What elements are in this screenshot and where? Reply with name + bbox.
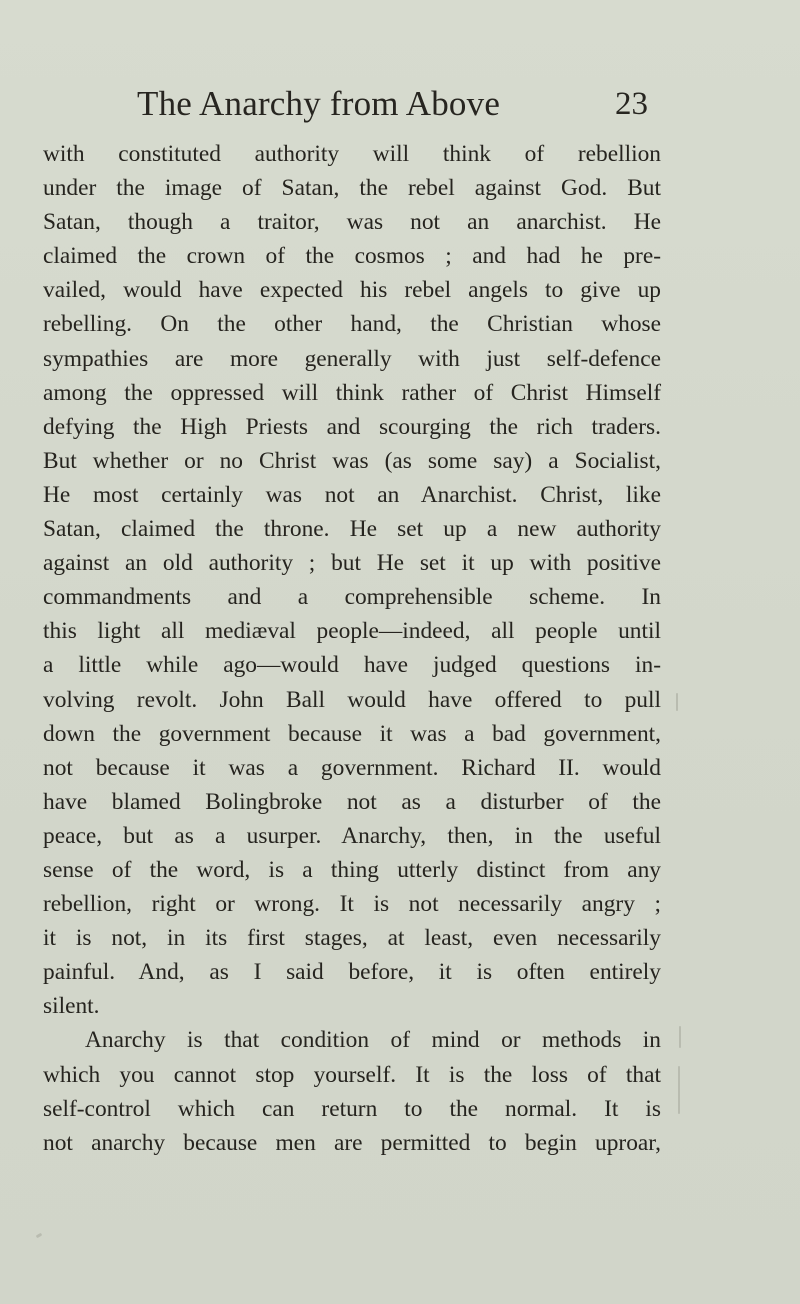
text-line: defying the High Priests and scourging the rich traders. [43, 413, 661, 440]
paragraph-1 [43, 137, 661, 1023]
text-line: peace, but as a usurper. Anarchy, then, in the useful [43, 822, 661, 849]
text-line: volving revolt. John Ball would have offered to pull [43, 686, 661, 713]
scan-mark [679, 1026, 681, 1048]
text-line: which you cannot stop yourself. It is the loss of that [43, 1061, 661, 1088]
page-number: 23 [615, 86, 648, 122]
text-line: it is not, in its first stages, at least, even necessarily [43, 925, 661, 952]
running-head [0, 82, 800, 126]
text-line: rebellion, right or wrong. It is not necessarily angry ; [43, 891, 661, 918]
running-title: The Anarchy from Above [137, 84, 501, 123]
paragraph-2 [43, 1023, 661, 1159]
text-line: down the government because it was a bad government, [43, 720, 661, 747]
body-text [43, 137, 661, 1160]
text-line: Satan, though a traitor, was not an anarchist. He [43, 209, 661, 236]
text-line: But whether or no Christ was (as some say) a Socialist, [43, 447, 661, 474]
text-line: sense of the word, is a thing utterly distinct from any [43, 856, 661, 883]
text-line: rebelling. On the other hand, the Christian whose [43, 311, 661, 338]
text-line: against an old authority ; but He set it up with positive [43, 550, 661, 577]
text-line: this light all mediæval people—indeed, all people until [43, 618, 661, 645]
text-line: claimed the crown of the cosmos ; and had he pre- [43, 243, 661, 270]
text-line: painful. And, as I said before, it is often entirely [43, 959, 661, 986]
text-line: vailed, would have expected his rebel angels to give up [43, 277, 661, 304]
text-line: sympathies are more generally with just self-defence [43, 345, 661, 372]
text-line: among the oppressed will think rather of Christ Himself [43, 379, 661, 406]
scan-mark [36, 1233, 43, 1239]
text-line: silent. [43, 993, 100, 1020]
scan-mark [678, 1066, 680, 1114]
text-line: have blamed Bolingbroke not as a disturber of the [43, 788, 661, 815]
text-line: He most certainly was not an Anarchist. Christ, like [43, 481, 661, 508]
text-line: commandments and a comprehensible scheme. In [43, 584, 661, 611]
text-line: a little while ago—would have judged questions in- [43, 652, 661, 679]
text-line: with constituted authority will think of rebellion [43, 141, 661, 167]
text-line: under the image of Satan, the rebel against God. But [43, 175, 661, 202]
text-line: not anarchy because men are permitted to begin uproar, [43, 1129, 661, 1156]
text-line: Anarchy is that condition of mind or methods in [85, 1027, 661, 1054]
text-line: self-control which can return to the normal. It is [43, 1095, 661, 1122]
scan-mark [676, 693, 678, 711]
text-line: not because it was a government. Richard II. would [43, 754, 661, 781]
text-line: Satan, claimed the throne. He set up a new authority [43, 516, 661, 543]
